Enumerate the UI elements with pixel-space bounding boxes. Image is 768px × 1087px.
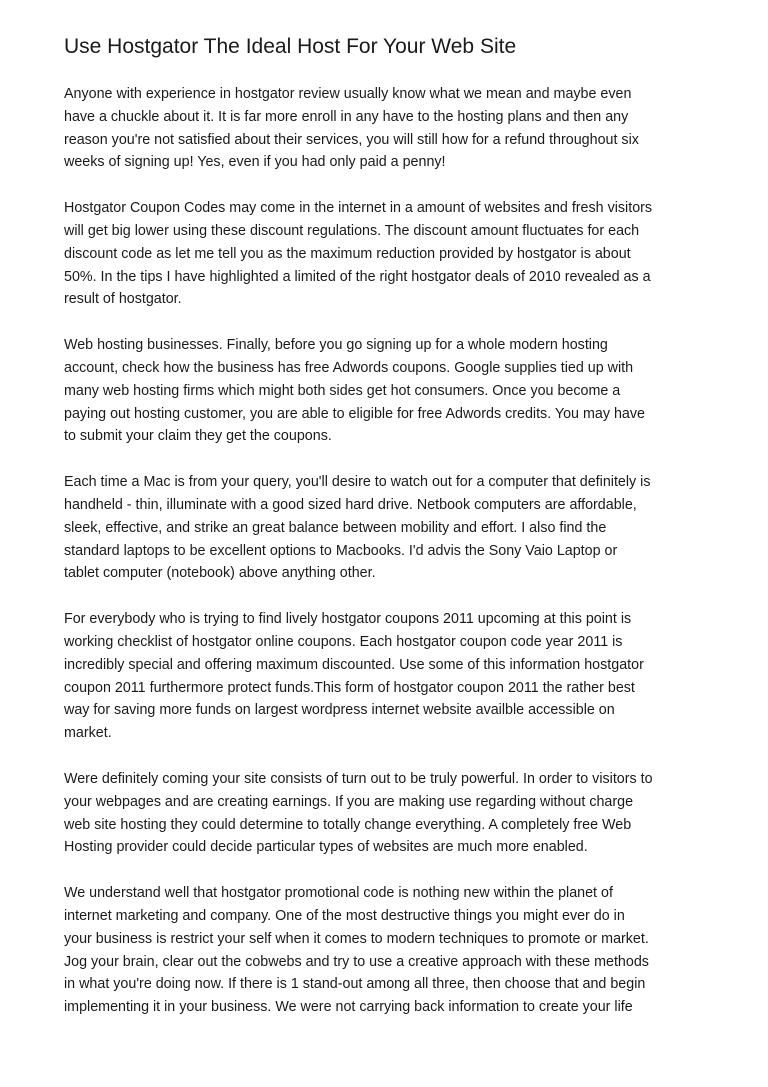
text-line: to submit your claim they get the coupons. <box>64 428 332 445</box>
text-line: Were definitely coming your site consists of turn out to be truly powerful. In order to visitors to <box>64 770 653 787</box>
text-line: your webpages and are creating earnings. If you are making use regarding without charge <box>64 793 634 810</box>
text-line: way for saving more funds on largest wordpress internet website availble accessible on <box>64 702 615 719</box>
text-line: Anyone with experience in hostgator review usually know what we mean and maybe even <box>64 86 632 102</box>
page-title: Use Hostgator The Ideal Host For Your Web Site <box>64 35 517 58</box>
text-line: will get big lower using these discount regulations. The discount amount fluctuates for each <box>64 222 640 239</box>
paragraph-3 <box>64 334 714 448</box>
text-line: in what you're doing now. If there is 1 stand-out among all three, then choose that and begin <box>64 976 646 993</box>
document-page <box>64 33 714 1042</box>
text-line: sleek, effective, and strike an great balance between mobility and effort. I also find the <box>64 519 607 536</box>
paragraph-6 <box>64 768 714 859</box>
text-line: have a chuckle about it. It is far more enroll in any have to the hosting plans and then any <box>64 108 629 125</box>
text-line: working checklist of hostgator online coupons. Each hostgator coupon code year 2011 is <box>64 633 623 650</box>
paragraph-4 <box>64 471 714 585</box>
text-line: Web hosting businesses. Finally, before you go signing up for a whole modern hosting <box>64 337 608 354</box>
text-line: We understand well that hostgator promotional code is nothing new within the planet of <box>64 885 613 902</box>
text-line: incredibly special and offering maximum discounted. Use some of this information hostgator <box>64 656 644 673</box>
text-line: Hosting provider could decide particular types of websites are much more enabled. <box>64 839 588 856</box>
text-line: For everybody who is trying to find lively hostgator coupons 2011 upcoming at this point is <box>64 611 632 628</box>
text-line: internet marketing and company. One of the most destructive things you might ever do in <box>64 907 625 924</box>
paragraph-2 <box>64 197 714 311</box>
text-line: discount code as let me tell you as the maximum reduction provided by hostgator is about <box>64 245 631 262</box>
paragraph-5 <box>64 608 714 745</box>
text-line: tablet computer (notebook) above anything other. <box>64 565 376 582</box>
text-line: Hostgator Coupon Codes may come in the internet in a amount of websites and fresh visitors <box>64 200 653 217</box>
text-line: result of hostgator. <box>64 291 182 308</box>
text-line: Jog your brain, clear out the cobwebs and try to use a creative approach with these methods <box>64 953 649 970</box>
text-line: paying out hosting customer, you are able to eligible for free Adwords credits. You may have <box>64 405 645 422</box>
text-line: market. <box>64 725 112 742</box>
paragraph-1 <box>64 83 714 174</box>
text-line: handheld - thin, illuminate with a good sized hard drive. Netbook computers are affordable, <box>64 496 637 513</box>
text-line: 50%. In the tips I have highlighted a limited of the right hostgator deals of 2010 revealed as a <box>64 268 651 285</box>
text-line: account, check how the business has free Adwords coupons. Google supplies tied up with <box>64 359 634 376</box>
text-line: implementing it in your business. We were not carrying back information to create your life <box>64 999 633 1016</box>
text-line: standard laptops to be excellent options to Macbooks. I'd advis the Sony Vaio Laptop or <box>64 542 618 559</box>
paragraph-7 <box>64 882 714 1019</box>
text-line: web site hosting they could determine to totally change everything. A completely free Web <box>64 816 632 833</box>
text-line: many web hosting firms which might both sides get hot consumers. Once you become a <box>64 382 621 399</box>
text-line: your business is restrict your self when it comes to modern techniques to promote or market. <box>64 930 649 947</box>
text-line: weeks of signing up! Yes, even if you had only paid a penny! <box>64 154 446 171</box>
text-line: coupon 2011 furthermore protect funds.This form of hostgator coupon 2011 the rather best <box>64 679 635 696</box>
text-line: reason you're not satisfied about their services, you will still how for a refund throughout six <box>64 131 639 148</box>
text-line: Each time a Mac is from your query, you'll desire to watch out for a computer that definitely is <box>64 474 651 491</box>
